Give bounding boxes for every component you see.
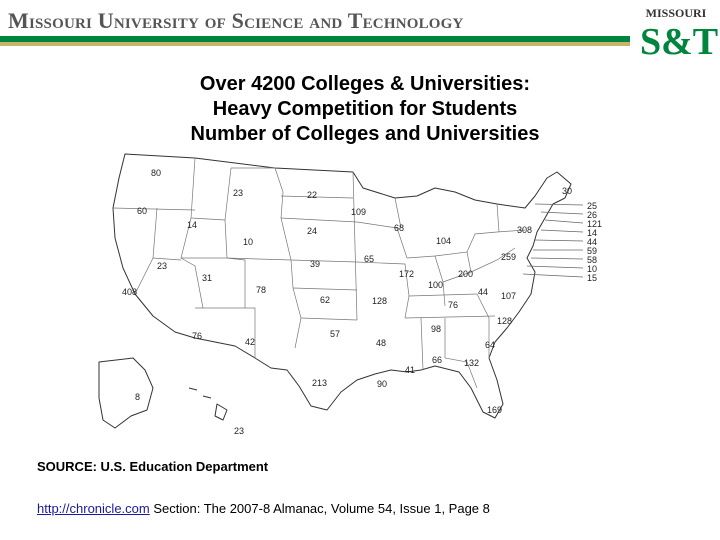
- state-count-ia: 65: [364, 254, 375, 264]
- title-line-2: Heavy Competition for Students: [212, 98, 518, 120]
- state-count-nm: 42: [245, 337, 256, 347]
- northeast-count-4: 14: [587, 228, 598, 238]
- state-count-mi: 104: [436, 236, 452, 246]
- state-count-ut: 31: [202, 273, 213, 283]
- state-count-hi: 23: [234, 426, 245, 436]
- citation-footer: [37, 501, 490, 516]
- title-clip-region: [0, 0, 720, 149]
- northeast-count-6: 59: [587, 246, 598, 256]
- state-count-mo: 128: [372, 296, 388, 306]
- northeast-count-9: 15: [587, 273, 598, 283]
- university-name: Missouri University of Science and Technology: [8, 8, 464, 33]
- logo-wordmark: MISSOURI: [645, 6, 707, 20]
- state-count-al: 66: [432, 355, 443, 365]
- state-count-fl: 169: [487, 405, 503, 415]
- state-count-ca: 408: [122, 287, 138, 297]
- state-count-or: 60: [137, 206, 148, 216]
- state-count-sc: 64: [485, 340, 496, 350]
- state-count-sd: 24: [307, 226, 318, 236]
- state-count-az: 76: [192, 331, 203, 341]
- chronicle-link[interactable]: http://chronicle.com: [37, 501, 150, 516]
- state-count-nd: 22: [307, 190, 318, 200]
- state-count-ne: 39: [310, 259, 321, 269]
- northeast-count-7: 58: [587, 255, 598, 265]
- northeast-count-3: 121: [587, 219, 603, 229]
- state-count-wi: 68: [394, 223, 405, 233]
- logo-monogram: S&T: [640, 21, 719, 63]
- state-count-wy: 10: [243, 237, 254, 247]
- title-line-1: Over 4200 Colleges & Universities:: [199, 73, 531, 95]
- citation-section: Section: The 2007-8 Almanac, Volume 54, Issue 1, Page 8: [153, 501, 490, 516]
- state-count-il: 172: [399, 269, 415, 279]
- state-count-wa: 80: [151, 168, 162, 178]
- state-count-oh: 200: [458, 269, 474, 279]
- state-count-pa: 259: [501, 252, 517, 262]
- state-count-ks: 62: [320, 295, 331, 305]
- state-count-ny: 308: [517, 225, 533, 235]
- northeast-count-8: 10: [587, 264, 598, 274]
- state-count-me: 30: [562, 186, 573, 196]
- northeast-count-1: 25: [587, 201, 598, 211]
- state-count-mn: 109: [351, 207, 367, 217]
- us-map: [95, 148, 615, 448]
- title-line-3: Number of Colleges and Universities: [190, 123, 540, 145]
- state-count-va: 107: [501, 291, 517, 301]
- state-count-la: 90: [377, 379, 388, 389]
- us-outline: [113, 154, 571, 418]
- state-count-id: 14: [187, 220, 198, 230]
- state-count-ar: 48: [376, 338, 387, 348]
- state-count-wv: 44: [478, 287, 489, 297]
- source-note: SOURCE: U.S. Education Department: [37, 459, 269, 474]
- state-count-ga: 132: [464, 358, 480, 368]
- state-count-nv: 23: [157, 261, 168, 271]
- state-count-ok: 57: [330, 329, 341, 339]
- northeast-count-2: 26: [587, 210, 598, 220]
- state-count-ak: 8: [135, 392, 141, 402]
- us-map-outline: [95, 148, 615, 448]
- state-count-tx: 213: [312, 378, 328, 388]
- slide-title: [100, 72, 630, 147]
- northeast-leader-lines: [523, 204, 583, 277]
- state-count-mt: 23: [233, 188, 244, 198]
- state-count-in: 100: [428, 280, 444, 290]
- state-count-ky: 76: [448, 300, 459, 310]
- northeast-count-5: 44: [587, 237, 598, 247]
- state-count-tn: 98: [431, 324, 442, 334]
- state-count-co: 78: [256, 285, 267, 295]
- hawaii-outline: [189, 388, 227, 420]
- alaska-outline: [99, 358, 153, 428]
- state-count-nc: 128: [497, 316, 513, 326]
- state-count-ms: 41: [405, 365, 416, 375]
